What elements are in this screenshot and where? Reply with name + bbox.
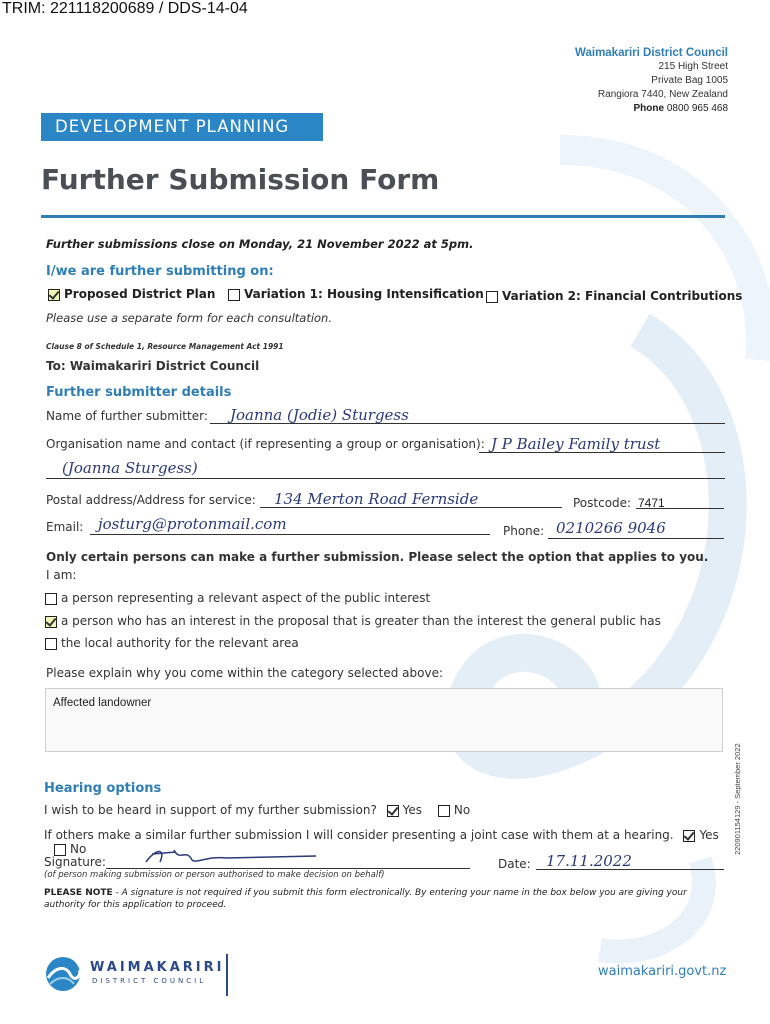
logo-subname: DISTRICT COUNCIL (92, 977, 207, 985)
phone-field[interactable] (548, 518, 724, 539)
email-value: josturg@protonmail.com (98, 515, 287, 533)
logo-name: WAIMAKARIRI (90, 960, 225, 975)
to-line: To: Waimakariri District Council (46, 359, 260, 373)
organisation-field-line-2[interactable] (46, 458, 725, 479)
eligibility-option-greater-interest[interactable] (45, 614, 661, 628)
postal-value: 134 Merton Road Fernside (274, 490, 479, 508)
page-title: Further Submission Form (41, 163, 440, 196)
checkbox-icon[interactable] (228, 289, 240, 301)
checkbox-checked-icon[interactable] (387, 805, 399, 817)
option-label: a person who has an interest in the proposal that is greater than the interest the general public has (61, 614, 661, 628)
email-field[interactable] (90, 514, 490, 535)
submitting-on-heading: I/we are further submitting on: (46, 264, 274, 279)
phone-label: Phone: (503, 524, 545, 538)
checkbox-icon[interactable] (486, 291, 498, 303)
postcode-value: 7471 (638, 496, 665, 510)
address-line-3: Rangiora 7440, New Zealand (597, 89, 728, 100)
eligibility-option-public-interest[interactable] (45, 591, 430, 605)
option-proposed-district-plan[interactable] (48, 287, 215, 301)
postcode-label: Postcode: (573, 496, 632, 510)
checkbox-icon[interactable] (54, 844, 66, 856)
name-value: Joanna (Jodie) Sturgess (230, 406, 409, 424)
council-name: Waimakariri District Council (575, 47, 728, 59)
option-label: the local authority for the relevant area (61, 636, 299, 650)
please-note-text: - A signature is not required if you submit this form electronically. By entering your name in the box below you are giving your authority for this application to proceed. (44, 888, 687, 910)
option-variation-1[interactable] (228, 287, 484, 301)
address-line-2: Private Bag 1005 (651, 75, 728, 86)
trim-reference: TRIM: 221118200689 / DDS-14-04 (2, 0, 248, 17)
hearing-options-heading: Hearing options (44, 781, 162, 796)
logo-divider (226, 954, 228, 996)
title-divider (41, 215, 725, 218)
name-label: Name of further submitter: (46, 409, 208, 423)
address-line-1: 215 High Street (658, 61, 728, 72)
date-label: Date: (498, 857, 531, 871)
postal-field[interactable] (260, 489, 562, 508)
option-label: Variation 1: Housing Intensification (244, 287, 484, 301)
signature-label: Signature: (44, 855, 106, 869)
name-field[interactable] (210, 405, 725, 424)
date-value: 17.11.2022 (546, 852, 632, 870)
signature-scribble-icon (136, 844, 336, 866)
council-phone (575, 102, 728, 116)
signature-subtext: (of person making submission or person authorised to make decision on behalf) (44, 870, 385, 880)
document-code: 220901154129 - September 2022 (733, 743, 742, 855)
explain-label: Please explain why you come within the category selected above: (46, 666, 443, 680)
checkbox-icon[interactable] (45, 638, 57, 650)
option-label: Variation 2: Financial Contributions (502, 289, 743, 303)
postcode-field[interactable] (636, 492, 724, 509)
question-text: I wish to be heard in support of my further submission? (44, 803, 377, 817)
email-label: Email: (46, 520, 84, 534)
organisation-field-line-1[interactable] (479, 434, 725, 453)
explain-value: Affected landowner (53, 697, 152, 709)
checkbox-icon[interactable] (45, 593, 57, 605)
checkbox-checked-icon[interactable] (48, 289, 60, 301)
hearing-question-1 (44, 803, 470, 817)
organisation-label: Organisation name and contact (if representing a group or organisation): (46, 437, 485, 451)
no-label: No (453, 803, 471, 817)
no-label: No (70, 842, 87, 856)
separate-form-note: Please use a separate form for each consultation. (46, 311, 333, 325)
eligibility-heading: Only certain persons can make a further submission. Please select the option that applies to you. (46, 550, 709, 564)
signature-field[interactable] (106, 850, 470, 869)
option-variation-2[interactable] (486, 289, 742, 303)
council-address-block (575, 46, 728, 116)
clause-reference: Clause 8 of Schedule 1, Resource Management Act 1991 (46, 342, 284, 351)
close-notice: Further submissions close on Monday, 21 November 2022 at 5pm. (46, 237, 474, 251)
question-text: If others make a similar further submission I will consider presenting a joint case with them at a hearing. (44, 828, 674, 842)
website-link[interactable]: waimakariri.govt.nz (598, 964, 727, 979)
postal-label: Postal address/Address for service: (46, 493, 256, 507)
yes-label: Yes (402, 803, 423, 817)
phone-label: Phone (633, 103, 665, 114)
organisation-value-2: (Joanna Sturgess) (62, 459, 198, 477)
yes-label: Yes (699, 828, 719, 842)
please-note-label: PLEASE NOTE (44, 888, 113, 898)
i-am-label: I am: (46, 568, 77, 582)
date-field[interactable] (536, 851, 724, 870)
eligibility-option-local-authority[interactable] (45, 636, 299, 650)
section-banner: DEVELOPMENT PLANNING (41, 113, 323, 141)
checkbox-icon[interactable] (438, 805, 450, 817)
phone-number: 0800 965 468 (666, 103, 728, 114)
wave-logo-icon (40, 954, 86, 994)
organisation-value-1: J P Bailey Family trust (491, 435, 661, 453)
option-label: a person representing a relevant aspect of the public interest (61, 591, 431, 605)
phone-value: 0210266 9046 (556, 519, 666, 537)
please-note (44, 887, 704, 911)
submitter-details-heading: Further submitter details (46, 385, 232, 400)
checkbox-checked-icon[interactable] (683, 830, 695, 842)
option-label: Proposed District Plan (64, 287, 216, 301)
checkbox-checked-icon[interactable] (45, 616, 57, 628)
